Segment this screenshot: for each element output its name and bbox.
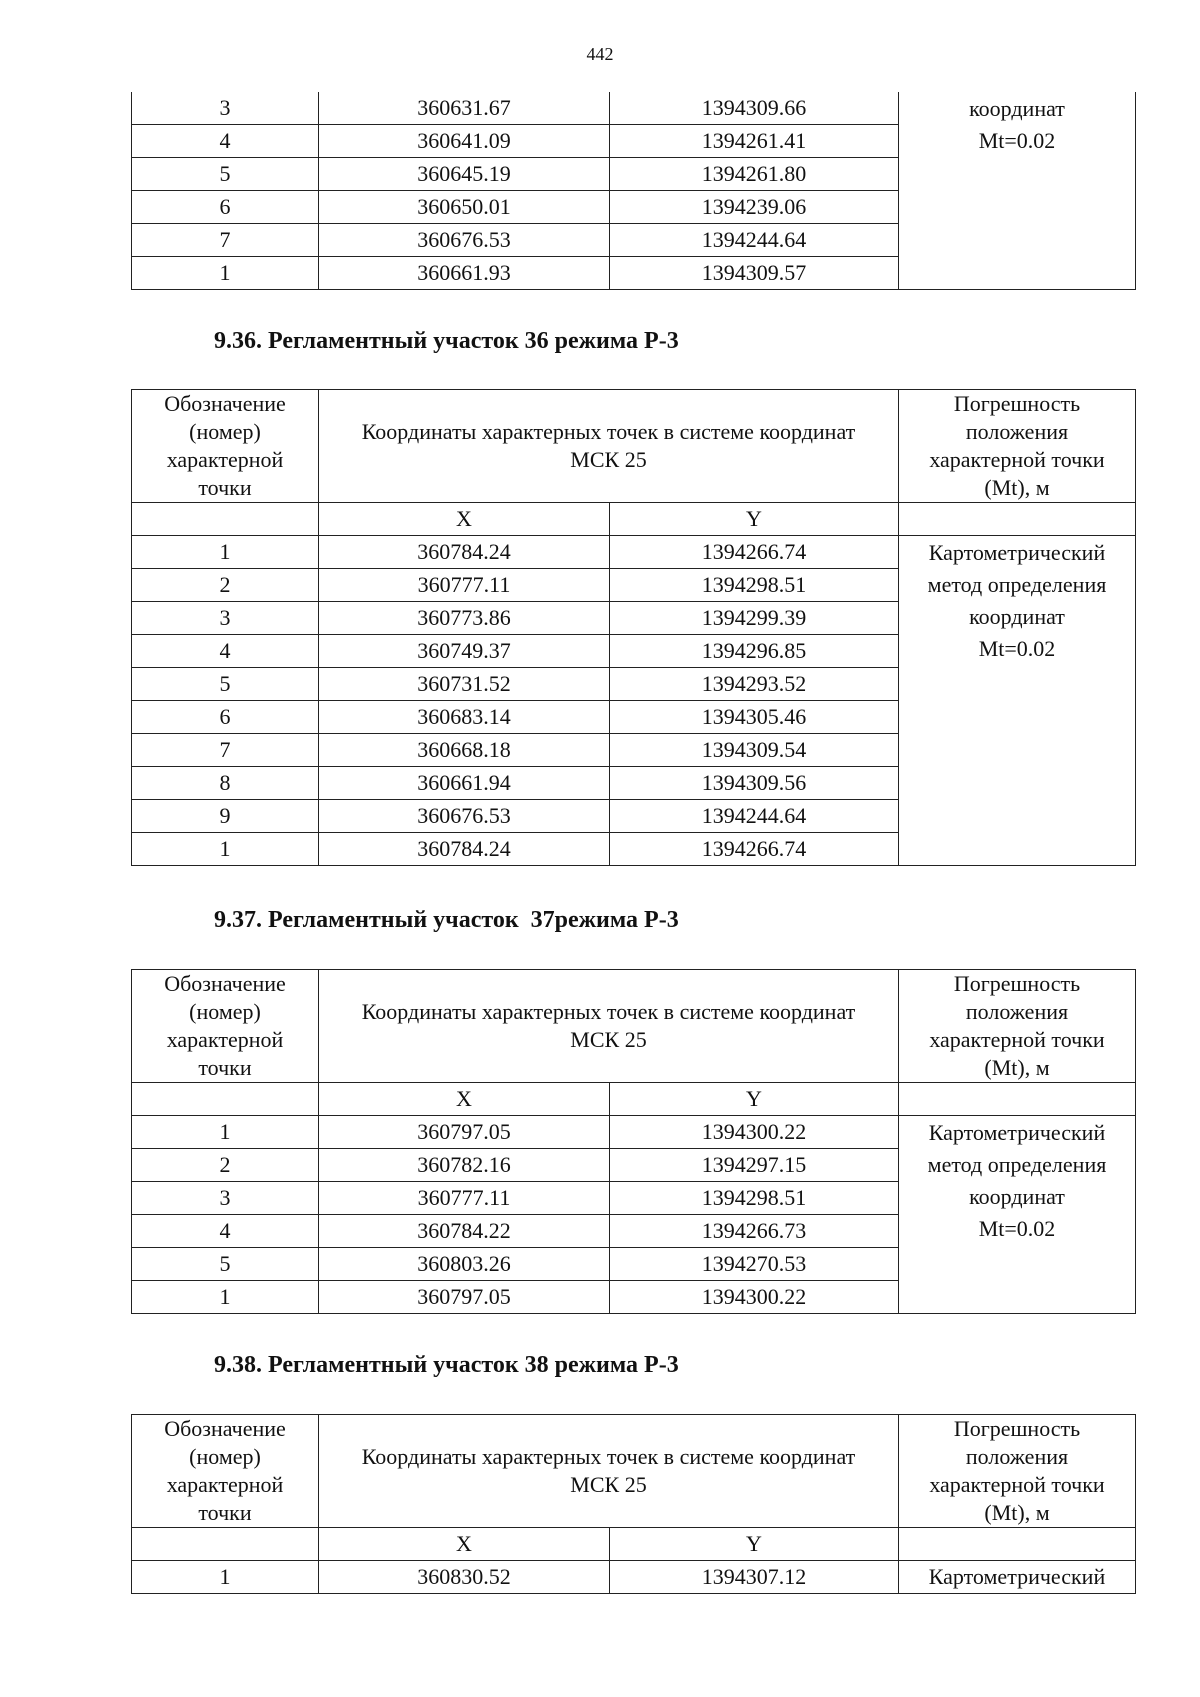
empty-cell	[132, 1083, 319, 1116]
point-number: 8	[132, 767, 319, 800]
coordinates-table-continued	[131, 92, 1136, 290]
y-label: Y	[610, 503, 899, 536]
x-label: X	[319, 1083, 610, 1116]
y-value: 1394307.12	[610, 1561, 899, 1594]
x-value: 360797.05	[319, 1281, 610, 1314]
x-label: X	[319, 503, 610, 536]
y-value: 1394299.39	[610, 602, 899, 635]
x-value: 360784.22	[319, 1215, 610, 1248]
table-header-row	[132, 390, 1136, 503]
y-value: 1394293.52	[610, 668, 899, 701]
y-label: Y	[610, 1528, 899, 1561]
point-number: 7	[132, 224, 319, 257]
y-value: 1394239.06	[610, 191, 899, 224]
accuracy-note: Картометрический метод определения координат Mt=0.02	[899, 1116, 1136, 1314]
point-number: 2	[132, 1149, 319, 1182]
section-title: 9.38. Регламентный участок 38 режима Р-3	[214, 1352, 679, 1378]
x-value: 360782.16	[319, 1149, 610, 1182]
table-axis-row	[132, 503, 1136, 536]
y-label: Y	[610, 1083, 899, 1116]
x-value: 360830.52	[319, 1561, 610, 1594]
note-line: координат	[969, 96, 1065, 121]
x-value: 360784.24	[319, 536, 610, 569]
page-number: 442	[586, 44, 614, 64]
point-number: 5	[132, 158, 319, 191]
x-value: 360797.05	[319, 1116, 610, 1149]
x-value: 360676.53	[319, 224, 610, 257]
x-value: 360641.09	[319, 125, 610, 158]
x-value: 360803.26	[319, 1248, 610, 1281]
point-number: 1	[132, 1561, 319, 1594]
y-value: 1394298.51	[610, 1182, 899, 1215]
x-value: 360661.93	[319, 257, 610, 290]
table-axis-row	[132, 1083, 1136, 1116]
header-coordinates: Координаты характерных точек в системе координат МСК 25	[319, 1415, 899, 1528]
y-value: 1394261.41	[610, 125, 899, 158]
y-value: 1394266.74	[610, 833, 899, 866]
x-value: 360773.86	[319, 602, 610, 635]
table-row	[132, 92, 1136, 125]
x-value: 360631.67	[319, 92, 610, 125]
x-value: 360784.24	[319, 833, 610, 866]
point-number: 1	[132, 1116, 319, 1149]
point-number: 1	[132, 1281, 319, 1314]
header-point-designation: Обозначение (номер) характерной точки	[132, 970, 319, 1083]
point-number: 4	[132, 125, 319, 158]
x-value: 360661.94	[319, 767, 610, 800]
table-row	[132, 1116, 1136, 1149]
coordinates-table	[131, 969, 1136, 1314]
empty-cell	[132, 503, 319, 536]
table-row	[132, 536, 1136, 569]
header-accuracy: Погрешность положения характерной точки (Mt), м	[899, 970, 1136, 1083]
table-header-row	[132, 1415, 1136, 1528]
note-line: Mt=0.02	[978, 128, 1056, 153]
point-number: 4	[132, 1215, 319, 1248]
point-number: 3	[132, 1182, 319, 1215]
empty-cell	[132, 1528, 319, 1561]
section-title: 9.36. Регламентный участок 36 режима Р-3	[214, 328, 679, 354]
point-number: 9	[132, 800, 319, 833]
y-value: 1394266.74	[610, 536, 899, 569]
x-value: 360749.37	[319, 635, 610, 668]
table-row	[132, 1561, 1136, 1594]
empty-cell	[899, 1528, 1136, 1561]
y-value: 1394300.22	[610, 1281, 899, 1314]
y-value: 1394244.64	[610, 224, 899, 257]
accuracy-note: Картометрический	[899, 1561, 1136, 1594]
y-value: 1394309.66	[610, 92, 899, 125]
y-value: 1394270.53	[610, 1248, 899, 1281]
x-value: 360668.18	[319, 734, 610, 767]
y-value: 1394309.57	[610, 257, 899, 290]
section-title: 9.37. Регламентный участок 37режима Р-3	[214, 907, 679, 933]
x-value: 360683.14	[319, 701, 610, 734]
header-coordinates: Координаты характерных точек в системе координат МСК 25	[319, 970, 899, 1083]
y-value: 1394266.73	[610, 1215, 899, 1248]
header-accuracy: Погрешность положения характерной точки (Mt), м	[899, 390, 1136, 503]
y-value: 1394309.54	[610, 734, 899, 767]
table-axis-row	[132, 1528, 1136, 1561]
x-value: 360731.52	[319, 668, 610, 701]
table-header-row	[132, 970, 1136, 1083]
header-point-designation: Обозначение (номер) характерной точки	[132, 390, 319, 503]
point-number: 6	[132, 191, 319, 224]
header-point-designation: Обозначение (номер) характерной точки	[132, 1415, 319, 1528]
header-coordinates: Координаты характерных точек в системе координат МСК 25	[319, 390, 899, 503]
accuracy-note	[899, 92, 1136, 290]
y-value: 1394296.85	[610, 635, 899, 668]
point-number: 3	[132, 92, 319, 125]
point-number: 6	[132, 701, 319, 734]
x-value: 360777.11	[319, 1182, 610, 1215]
y-value: 1394261.80	[610, 158, 899, 191]
point-number: 1	[132, 833, 319, 866]
point-number: 5	[132, 668, 319, 701]
y-value: 1394305.46	[610, 701, 899, 734]
x-value: 360777.11	[319, 569, 610, 602]
empty-cell	[899, 1083, 1136, 1116]
x-value: 360650.01	[319, 191, 610, 224]
point-number: 1	[132, 257, 319, 290]
x-value: 360676.53	[319, 800, 610, 833]
accuracy-note: Картометрический метод определения координат Mt=0.02	[899, 536, 1136, 866]
point-number: 3	[132, 602, 319, 635]
point-number: 1	[132, 536, 319, 569]
y-value: 1394244.64	[610, 800, 899, 833]
coordinates-table	[131, 1414, 1136, 1594]
point-number: 4	[132, 635, 319, 668]
y-value: 1394298.51	[610, 569, 899, 602]
y-value: 1394297.15	[610, 1149, 899, 1182]
coordinates-table	[131, 389, 1136, 866]
y-value: 1394300.22	[610, 1116, 899, 1149]
y-value: 1394309.56	[610, 767, 899, 800]
x-value: 360645.19	[319, 158, 610, 191]
point-number: 5	[132, 1248, 319, 1281]
empty-cell	[899, 503, 1136, 536]
point-number: 7	[132, 734, 319, 767]
x-label: X	[319, 1528, 610, 1561]
header-accuracy: Погрешность положения характерной точки (Mt), м	[899, 1415, 1136, 1528]
point-number: 2	[132, 569, 319, 602]
